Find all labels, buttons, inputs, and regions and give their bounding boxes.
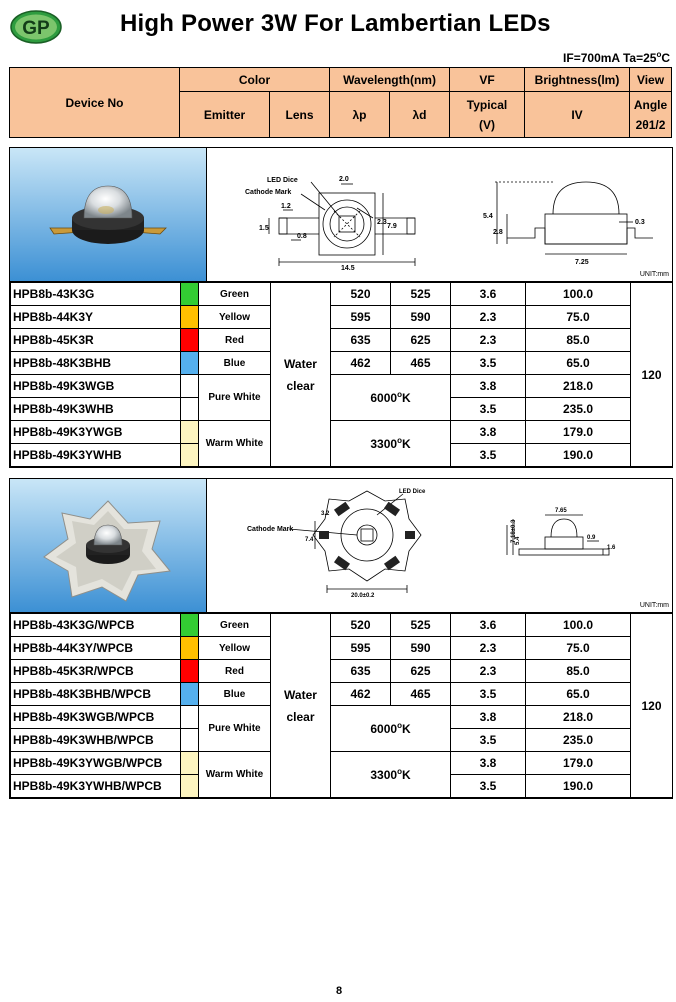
color-swatch-cell — [181, 614, 199, 637]
header-vf: VF — [450, 68, 525, 92]
color-swatch — [181, 775, 198, 797]
degree-mark: o — [397, 390, 402, 399]
header-lambda-d: λd — [390, 92, 450, 138]
table-row — [11, 421, 673, 444]
device-number: HPB8b-49K3YWHB — [11, 444, 181, 467]
lens-line-1: Water — [284, 687, 317, 702]
device-number: HPB8b-49K3YWGB — [11, 421, 181, 444]
wavelength-peak: 635 — [331, 329, 391, 352]
color-swatch-cell — [181, 752, 199, 775]
color-swatch-cell — [181, 398, 199, 421]
emitter-color: Red — [199, 660, 271, 683]
dim-5-4-b: 5.4 — [515, 536, 521, 545]
emitter-color: Green — [199, 283, 271, 306]
label-cathode-mark-2: Cathode Mark — [247, 526, 294, 533]
label-cathode-mark: Cathode Mark — [245, 189, 292, 196]
brightness: 100.0 — [526, 283, 631, 306]
header-lens: Lens — [270, 92, 330, 138]
table-row — [11, 706, 673, 729]
brightness: 218.0 — [526, 375, 631, 398]
dim-2-8: 2.8 — [493, 229, 503, 236]
color-swatch — [181, 729, 198, 751]
dim-1-5: 1.5 — [259, 225, 269, 232]
degree-mark: o — [397, 436, 402, 445]
svg-text:GP: GP — [22, 18, 50, 39]
header-view: View — [630, 68, 672, 92]
kelvin-unit: K — [401, 722, 411, 736]
color-swatch-cell — [181, 352, 199, 375]
wavelength-dominant: 465 — [391, 683, 451, 706]
color-swatch-cell — [181, 329, 199, 352]
color-swatch — [181, 683, 198, 705]
wavelength-peak: 462 — [331, 352, 391, 375]
table-row — [11, 375, 673, 398]
header-angle: Angle 2θ1/2 — [630, 92, 672, 138]
device-number: HPB8b-45K3R — [11, 329, 181, 352]
unit-label: UNIT:mm — [639, 271, 669, 278]
dim-2-0: 2.0 — [339, 176, 349, 183]
header-typical-v: Typical (V) — [450, 92, 525, 138]
device-number: HPB8b-45K3R/WPCB — [11, 660, 181, 683]
device-number: HPB8b-43K3G/WPCB — [11, 614, 181, 637]
color-swatch-cell — [181, 444, 199, 467]
emitter-dimension-drawing — [207, 148, 672, 282]
kelvin-unit: K — [401, 391, 411, 405]
cct-value: 6000 — [370, 722, 398, 736]
header-color: Color — [180, 68, 330, 92]
emitter-color: Blue — [199, 352, 271, 375]
wavelength-dominant: 590 — [391, 637, 451, 660]
dim-0-3: 0.3 — [635, 219, 645, 226]
forward-voltage: 3.5 — [451, 729, 526, 752]
emitter-color: Green — [199, 614, 271, 637]
brightness: 218.0 — [526, 706, 631, 729]
color-swatch-cell — [181, 637, 199, 660]
section-star-pcb — [9, 478, 673, 799]
forward-voltage: 3.5 — [451, 683, 526, 706]
brightness: 235.0 — [526, 398, 631, 421]
color-temperature — [331, 421, 451, 467]
device-number: HPB8b-49K3WGB/WPCB — [11, 706, 181, 729]
device-number: HPB8b-43K3G — [11, 283, 181, 306]
forward-voltage: 3.5 — [451, 398, 526, 421]
view-angle: 120 — [631, 283, 673, 467]
header-wavelength: Wavelength(nm) — [330, 68, 450, 92]
star-pcb-photo — [10, 479, 207, 613]
gp-logo — [10, 10, 62, 44]
wavelength-peak: 520 — [331, 614, 391, 637]
color-swatch — [181, 637, 198, 659]
brightness: 75.0 — [526, 637, 631, 660]
wavelength-peak: 595 — [331, 637, 391, 660]
wavelength-dominant: 590 — [391, 306, 451, 329]
device-number: HPB8b-48K3BHB/WPCB — [11, 683, 181, 706]
header-device-no: Device No — [10, 68, 180, 138]
brightness: 85.0 — [526, 660, 631, 683]
color-swatch-cell — [181, 706, 199, 729]
section1-spec-table — [10, 282, 673, 467]
color-temperature — [331, 752, 451, 798]
kelvin-unit: K — [401, 768, 411, 782]
color-swatch-cell — [181, 660, 199, 683]
dim-7-25: 7.25 — [575, 259, 589, 266]
table-row — [11, 637, 673, 660]
kelvin-unit: K — [401, 437, 411, 451]
brightness: 100.0 — [526, 614, 631, 637]
header-brightness: Brightness(lm) — [525, 68, 630, 92]
header-emitter: Emitter — [180, 92, 270, 138]
degree-mark: o — [397, 767, 402, 776]
lens-type — [271, 283, 331, 467]
wavelength-peak: 520 — [331, 283, 391, 306]
degree-mark: o — [397, 721, 402, 730]
lens-line-2: clear — [286, 709, 315, 724]
wavelength-dominant: 525 — [391, 283, 451, 306]
lens-type — [271, 614, 331, 798]
wavelength-dominant: 625 — [391, 329, 451, 352]
color-swatch — [181, 398, 198, 420]
dim-7-4: 7.4 — [305, 537, 314, 543]
wavelength-dominant: 465 — [391, 352, 451, 375]
lens-line-1: Water — [284, 356, 317, 371]
forward-voltage: 2.3 — [451, 306, 526, 329]
forward-voltage: 3.8 — [451, 375, 526, 398]
color-swatch-cell — [181, 283, 199, 306]
forward-voltage: 2.3 — [451, 329, 526, 352]
wavelength-peak: 595 — [331, 306, 391, 329]
label-led-dice-2: LED Dice — [399, 489, 426, 495]
dim-1-2: 1.2 — [281, 203, 291, 210]
color-swatch — [181, 660, 198, 682]
device-number: HPB8b-49K3YWGB/WPCB — [11, 752, 181, 775]
table-row — [11, 352, 673, 375]
wavelength-peak: 635 — [331, 660, 391, 683]
color-temperature — [331, 706, 451, 752]
device-number: HPB8b-44K3Y — [11, 306, 181, 329]
color-swatch-cell — [181, 729, 199, 752]
device-number: HPB8b-49K3YWHB/WPCB — [11, 775, 181, 798]
unit-label-2: UNIT:mm — [639, 602, 669, 609]
emitter-color: Yellow — [199, 306, 271, 329]
forward-voltage: 3.8 — [451, 421, 526, 444]
section2-table — [10, 613, 672, 798]
dim-7-18: 7.18±0.3 — [511, 519, 517, 543]
emitter-color: Pure White — [199, 706, 271, 752]
forward-voltage: 3.5 — [451, 775, 526, 798]
brightness: 65.0 — [526, 352, 631, 375]
color-swatch — [181, 306, 198, 328]
device-number: HPB8b-49K3WHB/WPCB — [11, 729, 181, 752]
wavelength-dominant: 525 — [391, 614, 451, 637]
color-swatch-cell — [181, 306, 199, 329]
dim-7-9: 7.9 — [387, 223, 397, 230]
color-swatch — [181, 283, 198, 305]
table-row — [11, 329, 673, 352]
dim-5-4: 5.4 — [483, 213, 493, 220]
dim-1-6: 1.6 — [607, 545, 616, 551]
forward-voltage: 3.5 — [451, 444, 526, 467]
emitter-photo — [10, 148, 207, 282]
dim-14-5: 14.5 — [341, 265, 355, 272]
page-title: High Power 3W For Lambertian LEDs — [120, 10, 551, 37]
color-temperature — [331, 375, 451, 421]
device-number: HPB8b-49K3WHB — [11, 398, 181, 421]
brightness: 75.0 — [526, 306, 631, 329]
cct-value: 3300 — [370, 437, 398, 451]
emitter-color: Warm White — [199, 421, 271, 467]
table-row — [11, 683, 673, 706]
brightness: 179.0 — [526, 752, 631, 775]
color-swatch-cell — [181, 375, 199, 398]
cct-value: 3300 — [370, 768, 398, 782]
table-row — [11, 614, 673, 637]
brightness: 179.0 — [526, 421, 631, 444]
color-swatch — [181, 352, 198, 374]
device-number: HPB8b-44K3Y/WPCB — [11, 637, 181, 660]
dim-2-3: 2.3 — [377, 219, 387, 226]
star-pcb-dimension-drawing — [207, 479, 672, 613]
emitter-color: Warm White — [199, 752, 271, 798]
emitter-color: Red — [199, 329, 271, 352]
header-iv: IV — [525, 92, 630, 138]
section2-spec-table — [10, 613, 673, 798]
forward-voltage: 3.6 — [451, 614, 526, 637]
section-emitter — [9, 147, 673, 468]
forward-voltage: 3.5 — [451, 352, 526, 375]
forward-voltage: 2.3 — [451, 637, 526, 660]
forward-voltage: 3.8 — [451, 752, 526, 775]
color-swatch — [181, 614, 198, 636]
emitter-color: Blue — [199, 683, 271, 706]
table-row — [11, 752, 673, 775]
label-led-dice: LED Dice — [267, 177, 298, 184]
table-row — [11, 306, 673, 329]
color-swatch — [181, 375, 198, 397]
emitter-color: Yellow — [199, 637, 271, 660]
brightness: 85.0 — [526, 329, 631, 352]
color-swatch-cell — [181, 683, 199, 706]
header-lambda-p: λp — [330, 92, 390, 138]
brightness: 65.0 — [526, 683, 631, 706]
section1-table — [10, 282, 672, 467]
dim-0-9: 0.9 — [587, 535, 596, 541]
device-number: HPB8b-49K3WGB — [11, 375, 181, 398]
brightness: 190.0 — [526, 775, 631, 798]
forward-voltage: 3.8 — [451, 706, 526, 729]
brightness: 190.0 — [526, 444, 631, 467]
spec-header — [9, 67, 672, 138]
emitter-color: Pure White — [199, 375, 271, 421]
color-swatch — [181, 444, 198, 466]
color-swatch — [181, 752, 198, 774]
lens-line-2: clear — [286, 378, 315, 393]
dim-0-8: 0.8 — [297, 233, 307, 240]
wavelength-dominant: 625 — [391, 660, 451, 683]
brightness: 235.0 — [526, 729, 631, 752]
table-row — [11, 283, 673, 306]
color-swatch-cell — [181, 421, 199, 444]
view-angle: 120 — [631, 614, 673, 798]
device-number: HPB8b-48K3BHB — [11, 352, 181, 375]
color-swatch — [181, 706, 198, 728]
table-row — [11, 660, 673, 683]
dim-7-65: 7.65 — [555, 508, 567, 514]
dim-20-0: 20.0±0.2 — [351, 593, 375, 599]
test-conditions: IF=700mA $Ta=25^oC$ — [563, 50, 670, 65]
page-number: 8 — [336, 985, 343, 997]
color-swatch-cell — [181, 775, 199, 798]
forward-voltage: 3.6 — [451, 283, 526, 306]
dim-3-2: 3.2 — [321, 511, 330, 517]
wavelength-peak: 462 — [331, 683, 391, 706]
forward-voltage: 2.3 — [451, 660, 526, 683]
color-swatch — [181, 329, 198, 351]
color-swatch — [181, 421, 198, 443]
cct-value: 6000 — [370, 391, 398, 405]
